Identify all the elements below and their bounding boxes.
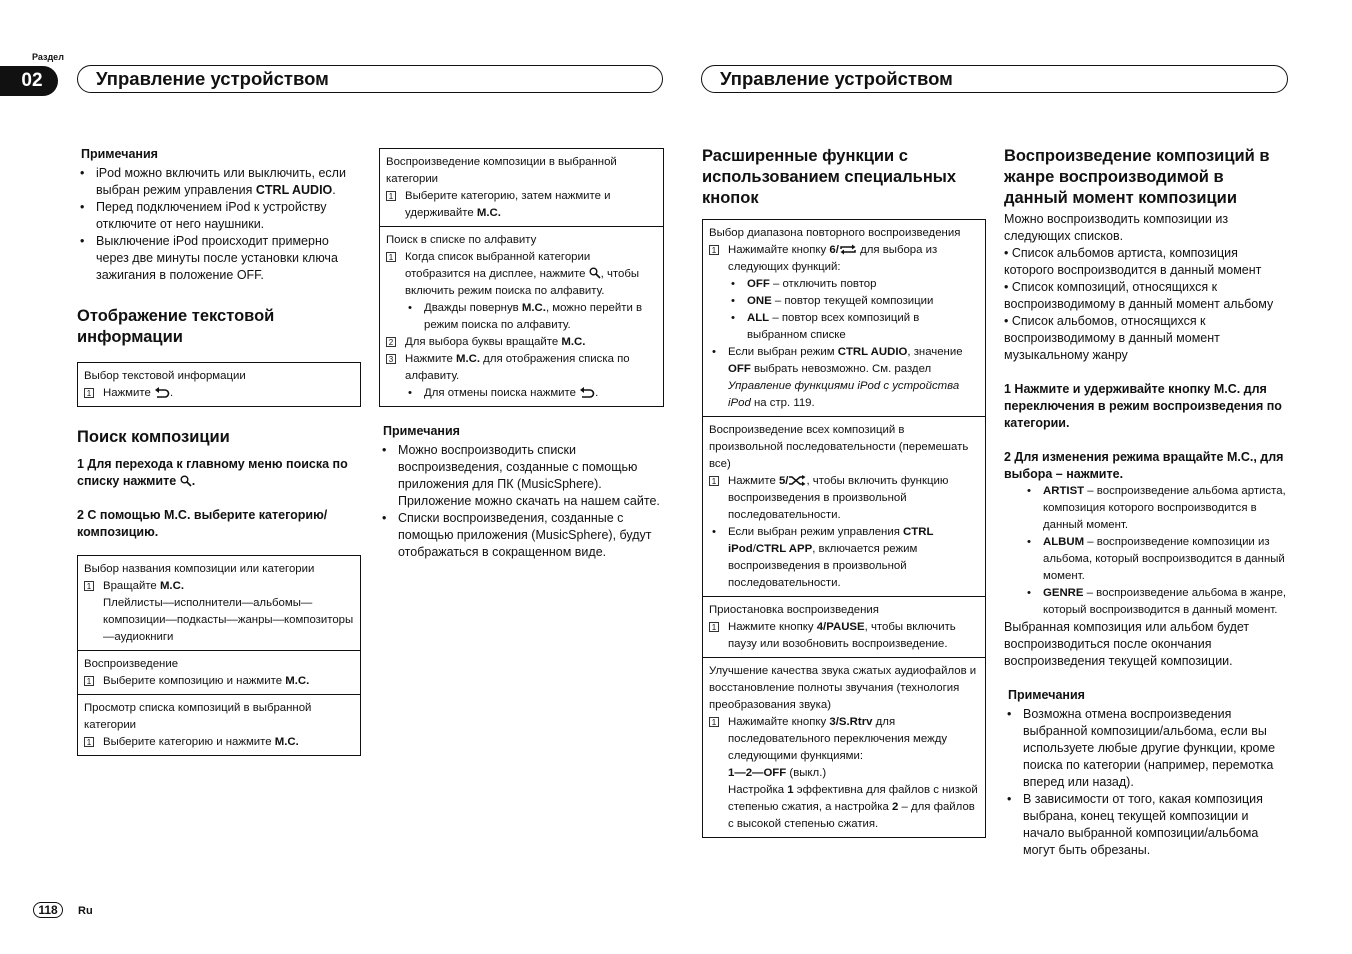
table-row: Воспроизведение всех композиций в произвольной последовательности (перемешать все) 1 Нажмите 5/ , чтобы включить функцию воспроизведения в произвольной последовательности. • Если выбран режим управления CTRL iPod/CTRL APP, включается режим воспроизведения в произвольной последовательности. — [703, 416, 985, 596]
search-table — [77, 555, 361, 756]
note-item: • Возможна отмена воспроизведения выбранной композиции/альбома, если вы используете любые другие функции, кроме поиска по категории (например, перемотка вперед или назад). — [1004, 706, 1290, 791]
mode-options: • ARTIST – воспроизведение альбома артиста, композиция которого воспроизводится в данный момент. • ALBUM – воспроизведение композиции из альбома, который воспроизводится в данный момент. • GENRE – воспроизведение альбома в жанре, который воспроизводится в данный момент. — [1004, 483, 1290, 619]
table-row: Просмотр списка композиций в выбранной категории 1 Выберите категорию и нажмите M.C. — [78, 694, 360, 755]
back-icon — [579, 387, 595, 398]
page-title-right: Управление устройством — [701, 65, 1288, 93]
note-item: • Можно воспроизводить списки воспроизведения, созданные с помощью приложения для ПК (MusicSphere). Приложение можно скачать на нашем сайте. — [379, 442, 664, 510]
search-icon — [180, 475, 192, 487]
section-label: Раздел — [32, 52, 64, 62]
text-info-box — [77, 362, 361, 407]
intro: Можно воспроизводить композиции из следующих списков. • Список альбомов артиста, композиция которого воспроизводится в данный момент • Список композиций, относящихся к воспроизводимому в данный момент альбому • Список альбомов, относящихся к воспроизводимому в данный момент музыкальному жанру — [1004, 212, 1274, 362]
heading-text-info: Отображение текстовой информации — [77, 307, 275, 346]
table-row: Улучшение качества звука сжатых аудиофайлов и восстановление полноты звучания (технология преобразования звука) 1 Нажимайте кнопку 3/S.Rtrv для последовательного переключения между следующими функциями: 1—2—OFF (выкл.) Настройка 1 эффективна для файлов с низкой степенью сжатия, а настройка 2 – для файлов с высокой степенью сжатия. — [703, 657, 985, 837]
search-step-1: 1 Для перехода к главному меню поиска по списку нажмите . — [77, 457, 348, 488]
column-2 — [379, 148, 664, 561]
genre-step-2: 2 Для изменения режима вращайте M.C., для выбора – нажмите. — [1004, 450, 1284, 481]
table-row: Воспроизведение 1 Выберите композицию и нажмите M.C. — [78, 650, 360, 694]
after-text: Выбранная композиция или альбом будет воспроизводиться после окончания воспроизведения текущей композиции. — [1004, 620, 1250, 668]
column-4 — [1004, 146, 1290, 859]
table-row: Приостановка воспроизведения 1 Нажмите кнопку 4/PAUSE, чтобы включить паузу или возобновить воспроизведение. — [703, 596, 985, 657]
table-row: Выбор названия композиции или категории 1 Вращайте M.C. Плейлисты—исполнители—альбомы—композиции—подкасты—жанры—композиторы—аудиокниги — [84, 563, 354, 643]
search-icon — [589, 267, 601, 279]
page-title-left: Управление устройством — [77, 65, 663, 93]
genre-step-1: 1 Нажмите и удерживайте кнопку M.C. для переключения в режим воспроизведения по категории. — [1004, 382, 1282, 430]
category-table — [379, 148, 664, 407]
note-item: • Перед подключением iPod к устройству отключите от него наушники. — [77, 199, 361, 233]
notes-title: Примечания — [81, 147, 158, 161]
notes-list — [379, 442, 664, 561]
notes-title: Примечания — [383, 424, 460, 438]
heading-special-buttons: Расширенные функции с использованием специальных кнопок — [702, 147, 957, 207]
heading-search: Поиск композиции — [77, 428, 230, 446]
note-item: • iPod можно включить или выключить, если выбран режим управления CTRL AUDIO. — [77, 165, 361, 199]
search-step-2: 2 С помощью M.C. выберите категорию/композицию. — [77, 508, 328, 539]
page-number: 118 — [33, 902, 63, 918]
box-title: Выбор текстовой информации — [84, 370, 246, 382]
heading-genre-play: Воспроизведение композиций в жанре воспроизводимой в данный момент композиции — [1004, 147, 1270, 207]
notes-title: Примечания — [1008, 688, 1085, 702]
shuffle-icon — [788, 475, 806, 486]
repeat-icon — [839, 244, 857, 255]
back-icon — [154, 387, 170, 398]
notes-list — [1004, 706, 1290, 859]
note-item: • В зависимости от того, какая композиция выбрана, конец текущей композиции и начало выбранной композиции/альбома могут быть обрезаны. — [1004, 791, 1290, 859]
notes-list — [77, 165, 361, 284]
table-row: Воспроизведение композиции в выбранной категории 1 Выберите категорию, затем нажмите и удерживайте M.C. — [386, 156, 617, 219]
table-row: Поиск в списке по алфавиту 1 Когда список выбранной категории отобразится на дисплее, нажмите , чтобы включить режим поиска по алфавиту. • Дважды повернув M.C., можно перейти в режим поиска по алфавиту. 2 Для выбора буквы вращайте M.C. 3 Нажмите M.C. для отображения списка по алфавиту. • Для отмены поиска нажмите . — [380, 226, 663, 406]
functions-table — [702, 219, 986, 838]
language-code: Ru — [78, 905, 93, 917]
note-item: • Выключение iPod происходит примерно через две минуты после установки ключа зажигания в положение OFF. — [77, 233, 361, 284]
note-item: • Списки воспроизведения, созданные с помощью приложения (MusicSphere), будут отображаться в сокращенном виде. — [379, 510, 664, 561]
table-row: Выбор диапазона повторного воспроизведения 1 Нажимайте кнопку 6/ для выбора из следующих функций: • OFF – отключить повтор • ONE – повтор текущей композиции • ALL – повтор всех композиций в выбранном списке • Если выбран режим CTRL AUDIO, значение OFF выбрать невозможно. См. раздел Управление функциями iPod с устройства iPod на стр. 119. — [703, 220, 985, 416]
section-number: 02 — [0, 66, 58, 96]
column-1 — [77, 146, 361, 756]
column-3 — [702, 146, 986, 838]
step: 1 Нажмите . — [84, 385, 354, 402]
